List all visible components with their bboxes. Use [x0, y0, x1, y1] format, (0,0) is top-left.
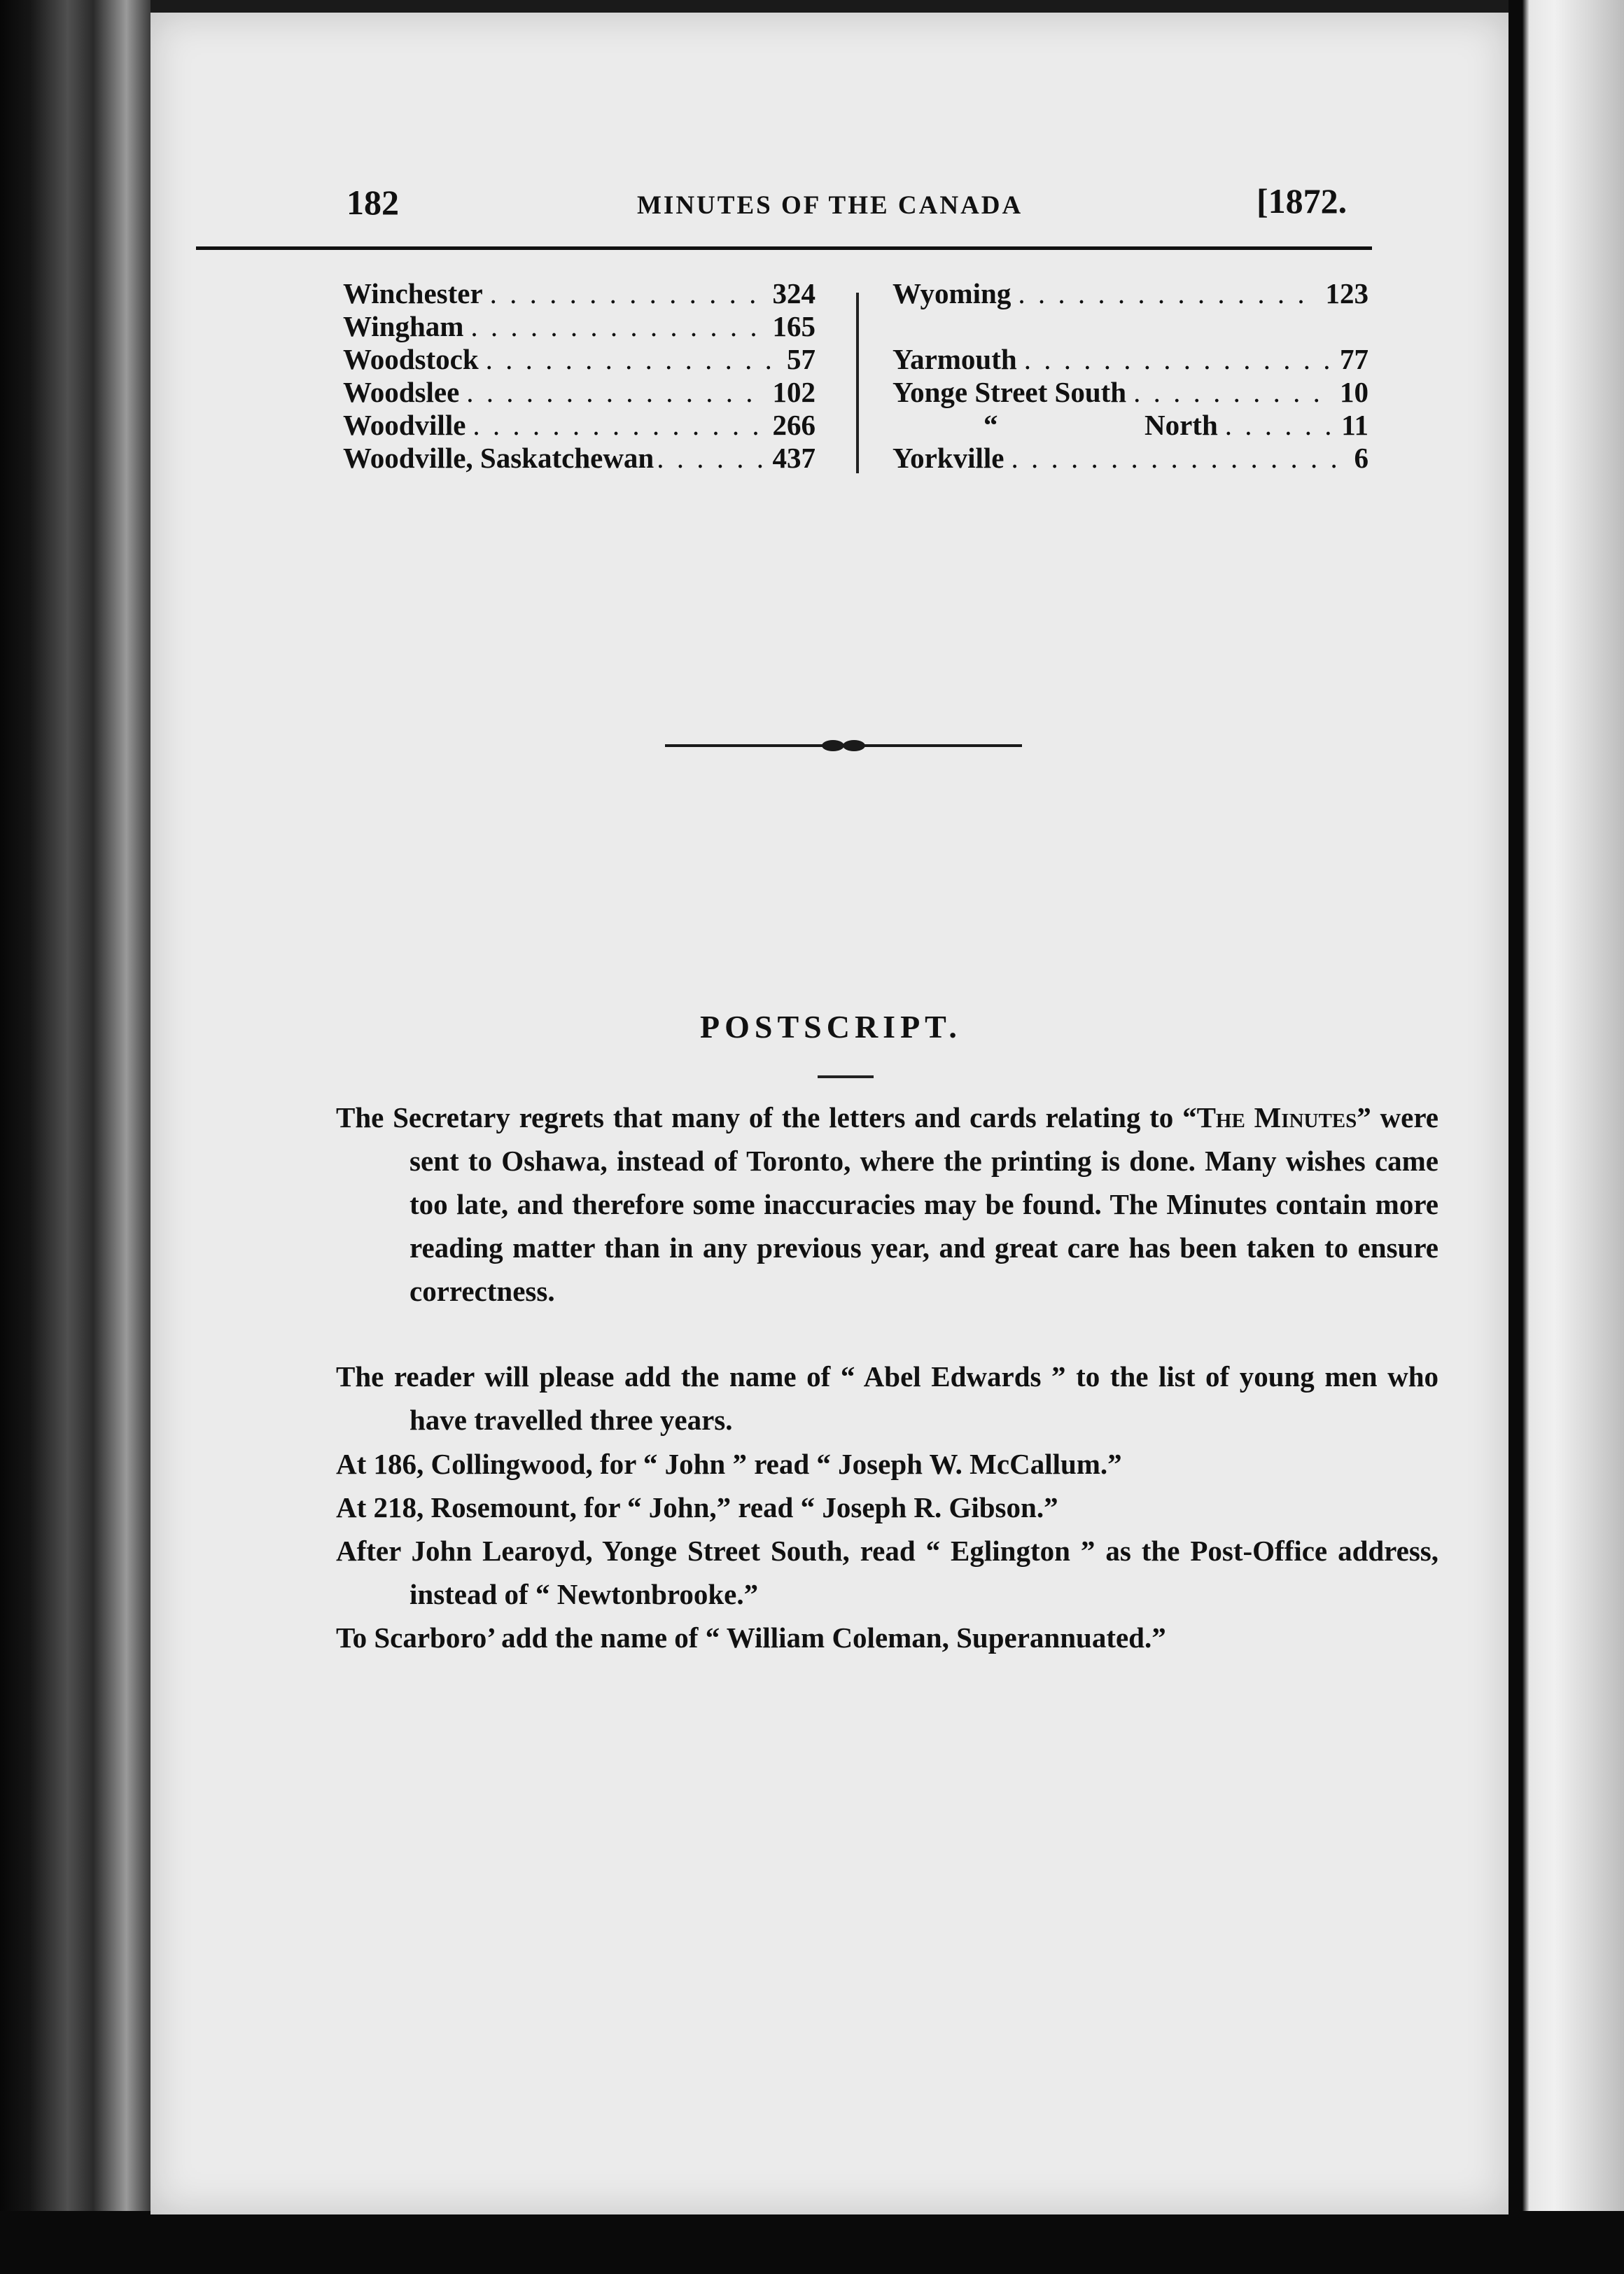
column-divider: [856, 293, 859, 473]
circuit-number: 165: [772, 310, 816, 342]
postscript-paragraph: After John Learoyd, Yonge Street South, read “ Eglington ” as the Post-Office address, instead of “ Newtonbrooke.”: [336, 1535, 1438, 1610]
circuit-name: North: [1144, 409, 1218, 441]
minutes-title: The Minutes: [1196, 1101, 1357, 1133]
list-item: [343, 442, 816, 475]
list-item: [892, 409, 1368, 442]
circuit-name: Woodville, Saskatchewan: [343, 442, 654, 474]
postscript-title: POSTSCRIPT.: [700, 1009, 962, 1045]
circuit-name: Woodslee: [343, 376, 460, 408]
leader-dots: [490, 277, 766, 310]
scan-left-edge: [0, 0, 150, 2274]
circuit-list-left: [343, 277, 816, 475]
circuit-number: 57: [787, 343, 816, 375]
leader-dots: [1024, 343, 1333, 376]
leader-dots: [1225, 409, 1334, 442]
list-item: [892, 277, 1368, 310]
list-item: [892, 376, 1368, 409]
circuit-number: 10: [1340, 376, 1368, 408]
circuit-name: Wyoming: [892, 277, 1011, 309]
leader-dots: [472, 409, 765, 442]
list-item: [343, 277, 816, 310]
circuit-number: 102: [772, 376, 816, 408]
list-item: [343, 409, 816, 442]
list-gap: [892, 310, 1368, 343]
postscript-paragraph: To Scarboro’ add the name of “ William Coleman, Superannuated.”: [336, 1621, 1166, 1654]
postscript-paragraph: The reader will please add the name of “ Abel Edwards ” to the list of young men who have travelled three years.: [336, 1360, 1438, 1436]
postscript-paragraph: At 186, Collingwood, for “ John ” read “ Joseph W. McCallum.”: [336, 1448, 1122, 1480]
circuit-number: 123: [1325, 277, 1368, 309]
list-item: [892, 343, 1368, 376]
running-title: MINUTES OF THE CANADA: [637, 191, 1023, 220]
header-year: [1872.: [1256, 181, 1348, 221]
leader-dots: [466, 376, 765, 409]
list-item: [343, 310, 816, 343]
circuit-number: 324: [772, 277, 816, 309]
circuit-list-right: [892, 277, 1368, 475]
circuit-name: Woodstock: [343, 343, 479, 375]
paragraph-text: ” were sent to Oshawa, instead of Toronto, where the printing is done. Many wishes came too late, and therefore some inaccuracies may be found. The Minutes contain more reading matter than in any previous year, and great care has been taken to ensure correctness.: [410, 1101, 1439, 1307]
circuit-number: 437: [772, 442, 816, 474]
leader-dots: [470, 310, 765, 343]
scan-bottom-edge: [0, 2211, 1624, 2274]
leader-dots: [657, 442, 769, 475]
circuit-number: 77: [1340, 343, 1368, 375]
circuit-name: Woodville: [343, 409, 466, 441]
leader-dots: [1018, 277, 1318, 310]
circuit-name: Yorkville: [892, 442, 1004, 474]
circuit-name: Yonge Street South: [892, 376, 1127, 408]
leader-dots: [1133, 376, 1333, 409]
circuit-number: 6: [1354, 442, 1368, 474]
list-item: [892, 442, 1368, 475]
list-item: [343, 343, 816, 376]
circuit-name: Winchester: [343, 277, 483, 309]
paragraph-text: The Secretary regrets that many of the letters and cards relating to “: [336, 1101, 1197, 1133]
ornament-divider: [665, 737, 1022, 754]
list-item: [343, 376, 816, 409]
circuit-name: Wingham: [343, 310, 464, 342]
postscript-paragraph: [336, 1096, 1438, 1313]
ditto-mark: “: [983, 409, 998, 441]
circuit-number: 11: [1341, 409, 1368, 441]
leader-dots: [486, 343, 780, 376]
circuit-name: Yarmouth: [892, 343, 1017, 375]
leader-dots: [1011, 442, 1347, 475]
postscript-paragraph: At 218, Rosemount, for “ John,” read “ Joseph R. Gibson.”: [336, 1491, 1058, 1523]
title-rule: [818, 1075, 874, 1078]
circuit-number: 266: [772, 409, 816, 441]
scan-right-edge: [1508, 0, 1624, 2274]
page-number: 182: [346, 183, 399, 222]
